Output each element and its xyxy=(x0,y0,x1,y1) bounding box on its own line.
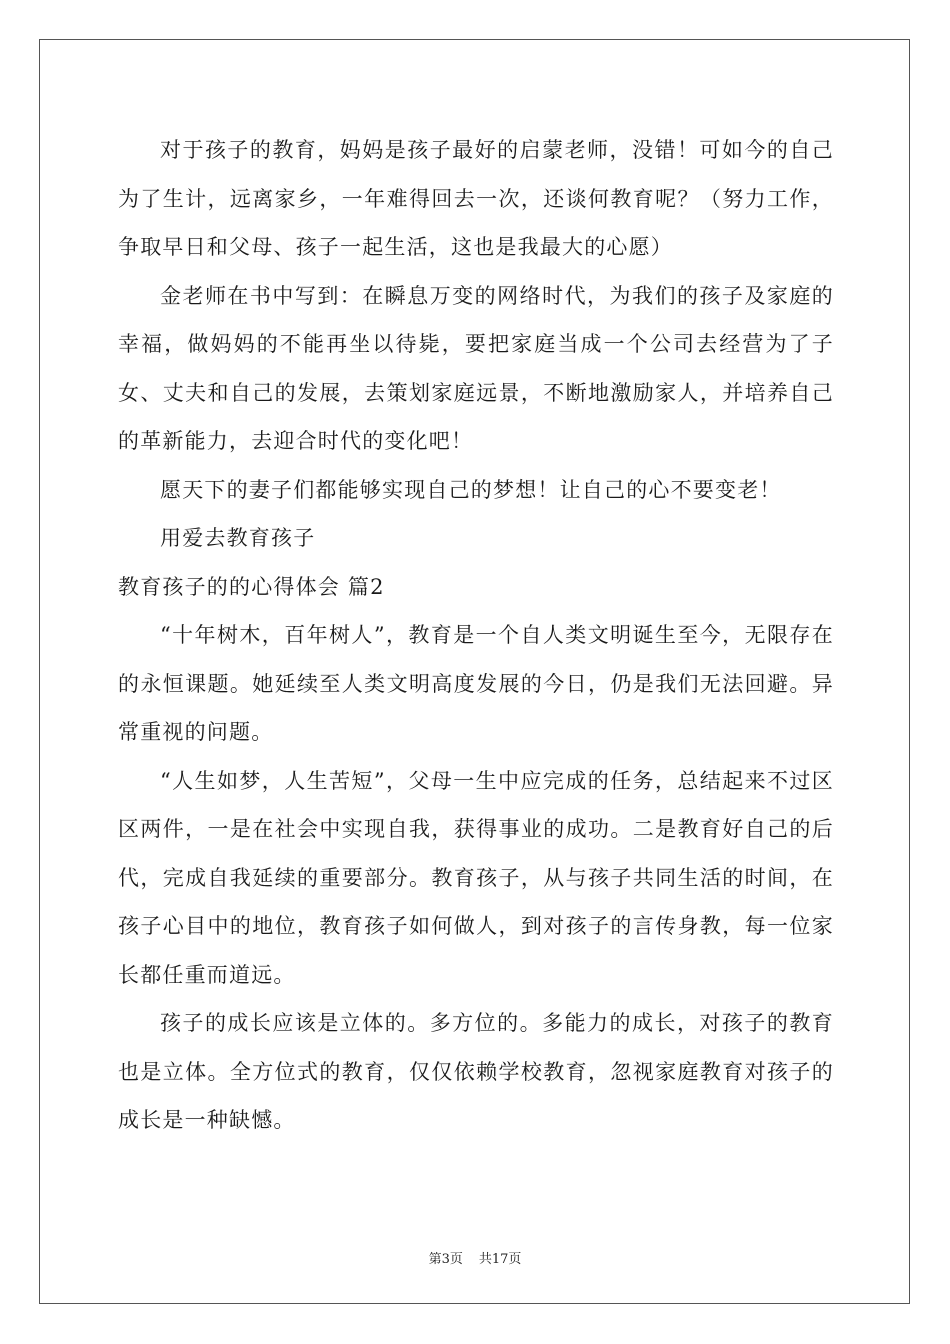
paragraph-6: “人生如梦，人生苦短”，父母一生中应完成的任务，总结起来不过区区两件，一是在社会中实现自我，获得事业的成功。二是教育好自己的后代，完成自我延续的重要部分。教育孩子，从与孩子共同生活的时间，在孩子心目中的地位，教育孩子如何做人，到对孩子的言传身教，每一位家长都任重而道远。 xyxy=(118,768,834,987)
paragraph-1: 对于孩子的教育，妈妈是孩子最好的启蒙老师，没错！可如今的自己为了生计，远离家乡，一年难得回去一次，还谈何教育呢？（努力工作，争取早日和父母、孩子一起生活，这也是我最大的心愿） xyxy=(118,138,834,259)
page-footer xyxy=(0,1248,950,1267)
paragraph-3: 愿天下的妻子们都能够实现自己的梦想！让自己的心不要变老！ xyxy=(160,477,782,502)
document-body xyxy=(118,126,834,1145)
paragraph-5: “十年树木，百年树人”，教育是一个自人类文明诞生至今，无限存在的永恒课题。她延续至人类文明高度发展的今日，仍是我们无法回避。异常重视的问题。 xyxy=(118,623,834,744)
paragraph-4: 用爱去教育孩子 xyxy=(160,526,316,550)
paragraph-7: 孩子的成长应该是立体的。多方位的。多能力的成长，对孩子的教育也是立体。全方位式的教育，仅仅依赖学校教育，忽视家庭教育对孩子的成长是一种缺憾。 xyxy=(118,1011,834,1132)
page-number: 第3页 xyxy=(428,1252,463,1267)
paragraph-2: 金老师在书中写到：在瞬息万变的网络时代，为我们的孩子及家庭的幸福，做妈妈的不能再坐以待毙，要把家庭当成一个公司去经营为了子女、丈夫和自己的发展，去策划家庭远景，不断地激励家人，并培养自己的革新能力，去迎合时代的变化吧！ xyxy=(118,283,834,453)
page-total: 共17页 xyxy=(478,1252,522,1267)
section-heading: 教育孩子的的心得体会 篇2 xyxy=(118,574,385,599)
